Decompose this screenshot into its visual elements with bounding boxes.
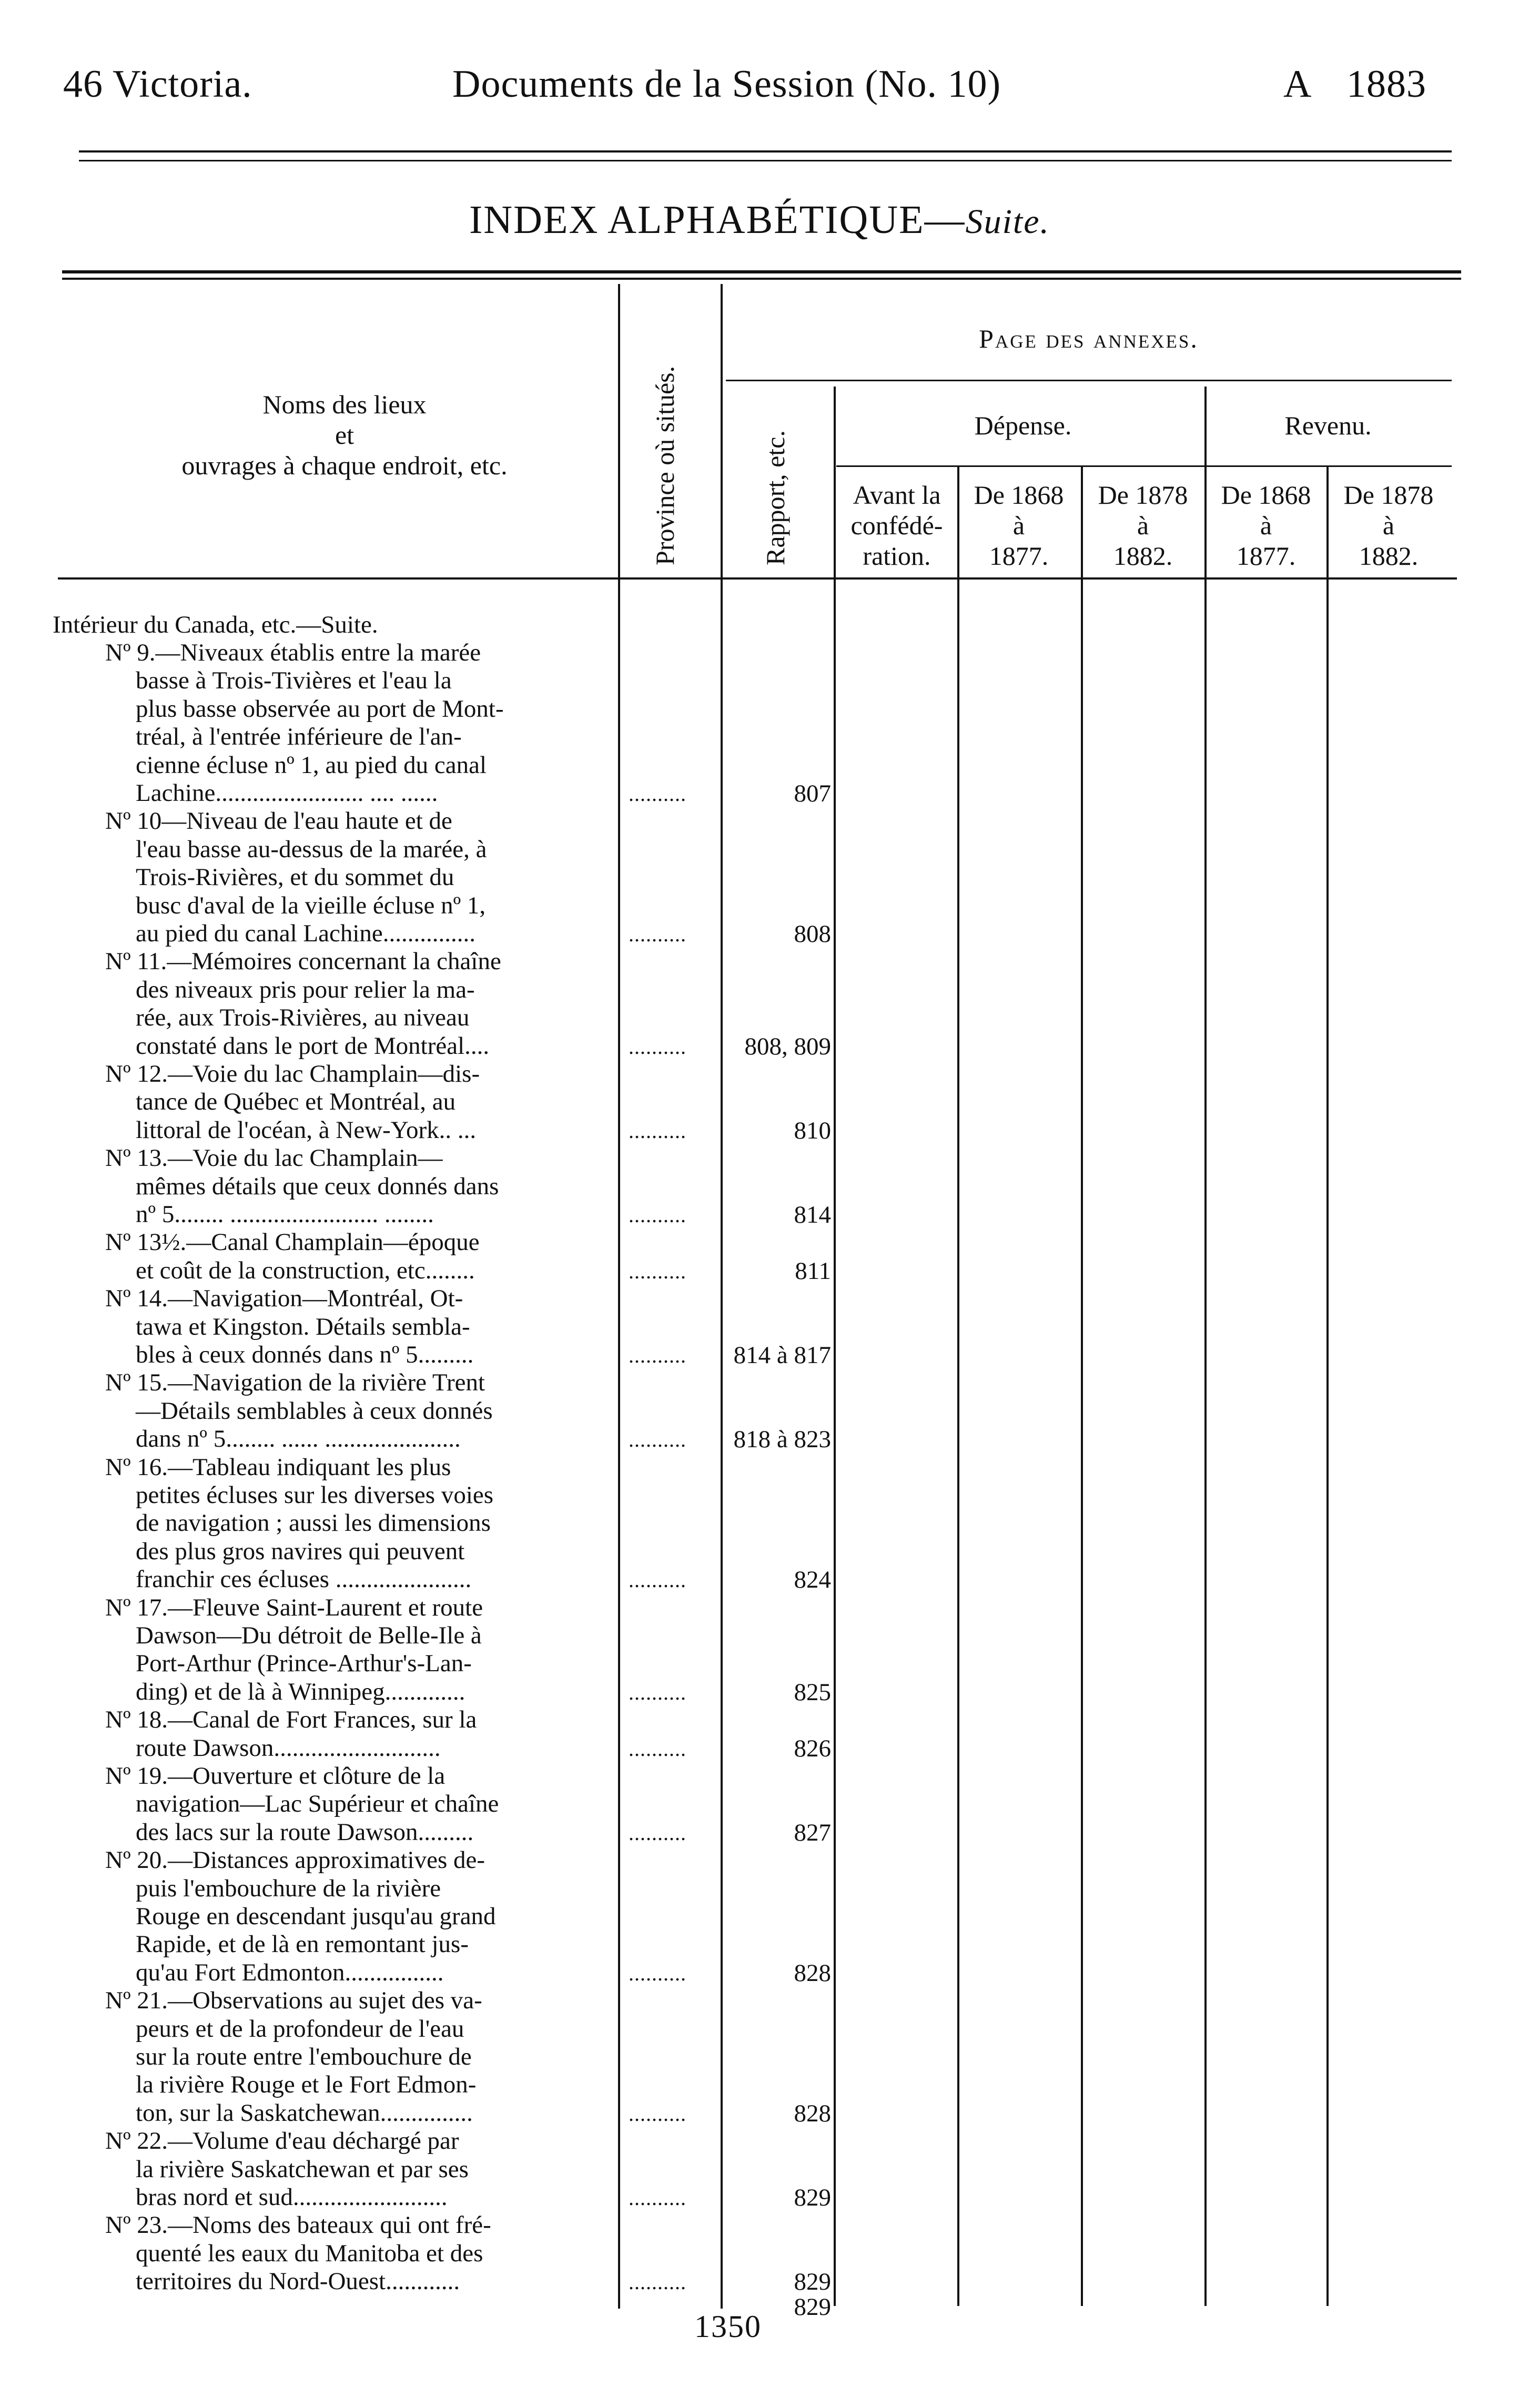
subcol-avant-line-2: confédé- — [850, 511, 943, 540]
col-line-2 — [721, 284, 723, 2309]
entry-line: la rivière Rouge et le Fort Edmon- — [136, 2071, 477, 2099]
index-entry — [57, 1144, 620, 1228]
index-entry — [57, 2211, 620, 2295]
header-series: A — [1283, 63, 1312, 106]
entry-line: l'eau basse au-dessus de la marée, à — [136, 835, 487, 863]
revenu-header: Revenu. — [1284, 411, 1372, 440]
subcol-rev-1868-line-2: à — [1260, 511, 1272, 540]
entry-page-ref: 829 — [794, 2268, 831, 2296]
subcol-rev-1868 — [1206, 480, 1326, 571]
entry-page-ref: 810 — [794, 1116, 831, 1144]
annex-title: Page des annexes. — [979, 324, 1199, 353]
entry-line: basse à Trois-Tivières et l'eau la — [136, 667, 452, 695]
col-line-4 — [957, 465, 959, 2306]
province-leader-dots: .......... — [629, 922, 686, 946]
index-entry — [57, 1987, 620, 2127]
entry-page-ref: 828 — [794, 1959, 831, 1987]
header-rule-top — [79, 150, 1452, 153]
subcol-rev-1868-line-3: 1877. — [1236, 541, 1296, 571]
entry-line: Nº 18.—Canal de Fort Frances, sur la — [105, 1706, 477, 1734]
subcol-rev-1868-line-1: De 1868 — [1221, 480, 1311, 510]
entry-line: tance de Québec et Montréal, au — [136, 1088, 456, 1116]
province-leader-dots: .......... — [629, 1568, 686, 1592]
entry-page-ref: 808, 809 — [744, 1032, 831, 1060]
entry-line: Rouge en descendant jusqu'au grand — [136, 1902, 496, 1930]
province-leader-dots: .......... — [629, 1034, 686, 1059]
subcol-rev-1878 — [1328, 480, 1449, 571]
rapport-col-header: Rapport, etc. — [761, 430, 790, 565]
index-entry — [57, 1706, 620, 1762]
entry-line: Nº 22.—Volume d'eau déchargé par — [105, 2127, 459, 2155]
entry-page-ref: 825 — [794, 1678, 831, 1706]
entry-line: ding) et de là à Winnipeg............. — [136, 1678, 465, 1705]
names-col-line-1: Noms des lieux — [262, 390, 427, 419]
index-entry — [57, 2127, 620, 2211]
entry-line: route Dawson........................... — [136, 1734, 441, 1762]
subcol-dep-1878-line-1: De 1878 — [1098, 480, 1188, 510]
entry-line: Nº 14.—Navigation—Montréal, Ot- — [105, 1285, 463, 1313]
province-leader-dots: .......... — [629, 1961, 686, 1985]
entry-line: rée, aux Trois-Rivières, au niveau — [136, 1004, 470, 1032]
entry-page-ref: 811 — [795, 1257, 831, 1285]
entry-line: Nº 16.—Tableau indiquant les plus — [105, 1453, 451, 1481]
entry-line: de navigation ; aussi les dimensions — [136, 1509, 491, 1537]
index-entry — [57, 1454, 620, 1594]
entry-line: Trois-Rivières, et du sommet du — [136, 863, 454, 891]
index-entry — [57, 1594, 620, 1706]
entry-line: la rivière Saskatchewan et par ses — [136, 2155, 469, 2183]
index-entry — [57, 1285, 620, 1369]
province-leader-dots: .......... — [629, 1259, 686, 1283]
index-entry — [57, 948, 620, 1060]
entry-23-extra-page: 829 — [794, 2293, 831, 2321]
header-rule-bottom — [79, 160, 1452, 161]
col-line-7 — [1326, 465, 1329, 2306]
title-rule-1 — [62, 270, 1461, 273]
entry-page-ref: 818 à 823 — [733, 1426, 831, 1454]
entry-line: au pied du canal Lachine............... — [136, 919, 476, 947]
entry-line: petites écluses sur les diverses voies — [136, 1481, 494, 1509]
entry-page-ref: 827 — [794, 1818, 831, 1846]
province-leader-dots: .......... — [629, 1680, 686, 1704]
subcol-dep-1878 — [1082, 480, 1203, 571]
province-leader-dots: .......... — [629, 782, 686, 806]
province-leader-dots: .......... — [629, 2270, 686, 2294]
province-col-header: Province où situés. — [650, 365, 680, 565]
entry-line: Nº 12.—Voie du lac Champlain—dis- — [105, 1060, 480, 1088]
entry-page-ref: 829 — [794, 2184, 831, 2211]
entry-line: bras nord et sud......................... — [136, 2183, 448, 2211]
entry-line: peurs et de la profondeur de l'eau — [136, 2015, 464, 2043]
header-left: 46 Victoria. — [63, 63, 252, 106]
entry-line: quenté les eaux du Manitoba et des — [136, 2239, 483, 2267]
entry-page-ref: 828 — [794, 2099, 831, 2127]
index-entry — [57, 639, 620, 807]
entry-line: des plus gros navires qui peuvent — [136, 1537, 465, 1565]
entry-line: des niveaux pris pour relier la ma- — [136, 976, 475, 1003]
header-year: 1883 — [1346, 63, 1426, 106]
entry-page-ref: 824 — [794, 1566, 831, 1594]
entry-line: Nº 17.—Fleuve Saint-Laurent et route — [105, 1593, 483, 1621]
subcol-dep-1868-line-2: à — [1012, 511, 1025, 540]
subcol-avant — [836, 480, 957, 571]
annex-under-rule — [726, 380, 1452, 381]
entry-line: sur la route entre l'embouchure de — [136, 2043, 472, 2070]
subcol-dep-1868-line-3: 1877. — [989, 541, 1049, 571]
entry-line: plus basse observée au port de Mont- — [136, 695, 504, 723]
province-leader-dots: .......... — [629, 1119, 686, 1143]
depense-header: Dépense. — [974, 411, 1072, 440]
subcol-dep-1868-line-1: De 1868 — [974, 480, 1064, 510]
entry-line: Nº 13.—Voie du lac Champlain— — [105, 1144, 443, 1172]
index-entry — [57, 1060, 620, 1144]
entry-line: navigation—Lac Supérieur et chaîne — [136, 1790, 499, 1818]
entry-line: Nº 19.—Ouverture et clôture de la — [105, 1762, 445, 1790]
names-col-header — [74, 389, 615, 481]
entry-line: cienne écluse nº 1, au pied du canal — [136, 751, 487, 779]
entry-line: des lacs sur la route Dawson......... — [136, 1818, 474, 1846]
entry-page-ref: 814 — [794, 1201, 831, 1228]
entry-page-ref: 814 à 817 — [733, 1342, 831, 1369]
entry-line: Port-Arthur (Prince-Arthur's-Lan- — [136, 1650, 472, 1678]
entry-line: qu'au Fort Edmonton................ — [136, 1958, 444, 1986]
index-entry — [57, 1228, 620, 1285]
header-bottom-rule — [58, 577, 1457, 580]
entry-page-ref: 826 — [794, 1734, 831, 1762]
entry-page-ref: 808 — [794, 920, 831, 948]
entry-page-ref: 807 — [794, 780, 831, 807]
entry-line: Nº 20.—Distances approximatives de- — [105, 1846, 485, 1874]
province-leader-dots: .......... — [629, 2186, 686, 2210]
entry-line: Nº 13½.—Canal Champlain—époque — [105, 1228, 480, 1256]
depense-under-rule — [836, 465, 1452, 467]
entry-line: —Détails semblables à ceux donnés — [136, 1397, 493, 1425]
entry-line: dans nº 5........ ...... ...................... — [136, 1425, 461, 1453]
entry-line: Nº 9.—Niveaux établis entre la marée — [105, 639, 481, 666]
entry-line: Rapide, et de là en remontant jus- — [136, 1931, 469, 1958]
title-suite: Suite. — [965, 202, 1050, 241]
entry-line: bles à ceux donnés dans nº 5......... — [136, 1340, 474, 1368]
col-line-5 — [1081, 465, 1083, 2306]
entry-line: Nº 21.—Observations au sujet des va- — [105, 1987, 482, 2015]
entry-line: Nº 11.—Mémoires concernant la chaîne — [105, 948, 501, 976]
entry-line: Nº 23.—Noms des bateaux qui ont fré- — [105, 2211, 491, 2239]
header-center: Documents de la Session (No. 10) — [452, 63, 1001, 106]
names-col-line-2: et — [335, 420, 355, 450]
col-line-6 — [1204, 387, 1207, 2306]
subcol-rev-1878-line-1: De 1878 — [1343, 480, 1434, 510]
entry-line: littoral de l'océan, à New-York.. ... — [136, 1116, 477, 1144]
entry-line: nº 5........ ........................ ........ — [136, 1200, 434, 1228]
index-entry — [57, 1846, 620, 1987]
index-entry — [57, 1762, 620, 1846]
province-leader-dots: .......... — [629, 1736, 686, 1761]
province-leader-dots: .......... — [629, 1428, 686, 1452]
entry-line: territoires du Nord-Ouest............ — [136, 2268, 460, 2295]
col-line-3 — [834, 387, 836, 2306]
index-entry — [57, 807, 620, 948]
entry-line: tawa et Kingston. Détails sembla- — [136, 1313, 470, 1340]
section-heading: Intérieur du Canada, etc.—Suite. — [53, 611, 378, 638]
subcol-dep-1868 — [958, 480, 1079, 571]
subcol-rev-1878-line-2: à — [1382, 511, 1395, 540]
entry-line: et coût de la construction, etc........ — [136, 1256, 475, 1284]
title-rule-2 — [62, 278, 1461, 280]
entry-line: Nº 15.—Navigation de la rivière Trent — [105, 1369, 485, 1397]
entry-line: Nº 10—Niveau de l'eau haute et de — [105, 807, 452, 835]
entry-line: Dawson—Du détroit de Belle-Ile à — [136, 1621, 482, 1649]
page-footer-number: 1350 — [694, 2309, 762, 2344]
entry-line: ton, sur la Saskatchewan............... — [136, 2099, 473, 2127]
subcol-avant-line-1: Avant la — [853, 480, 941, 510]
province-leader-dots: .......... — [629, 1821, 686, 1845]
subcol-rev-1878-line-3: 1882. — [1359, 541, 1419, 571]
names-col-line-3: ouvrages à chaque endroit, etc. — [181, 451, 508, 480]
entry-line: Lachine........................ .... ...... — [136, 779, 438, 807]
entry-line: tréal, à l'entrée inférieure de l'an- — [136, 723, 462, 751]
province-leader-dots: .......... — [629, 2101, 686, 2126]
subcol-dep-1878-line-3: 1882. — [1113, 541, 1173, 571]
subcol-avant-line-3: ration. — [863, 541, 931, 571]
title-main: INDEX ALPHABÉTIQUE— — [469, 198, 966, 242]
entry-line: constaté dans le port de Montréal.... — [136, 1032, 490, 1060]
index-entry — [57, 1369, 620, 1453]
entry-line: busc d'aval de la vieille écluse nº 1, — [136, 891, 486, 919]
entry-line: puis l'embouchure de la rivière — [136, 1874, 441, 1902]
entry-line: franchir ces écluses ...................... — [136, 1566, 472, 1593]
entry-line: mêmes détails que ceux donnés dans — [136, 1172, 499, 1200]
province-leader-dots: .......... — [629, 1344, 686, 1367]
subcol-dep-1878-line-2: à — [1137, 511, 1149, 540]
page-title — [0, 197, 1519, 243]
province-leader-dots: .......... — [629, 1203, 686, 1227]
